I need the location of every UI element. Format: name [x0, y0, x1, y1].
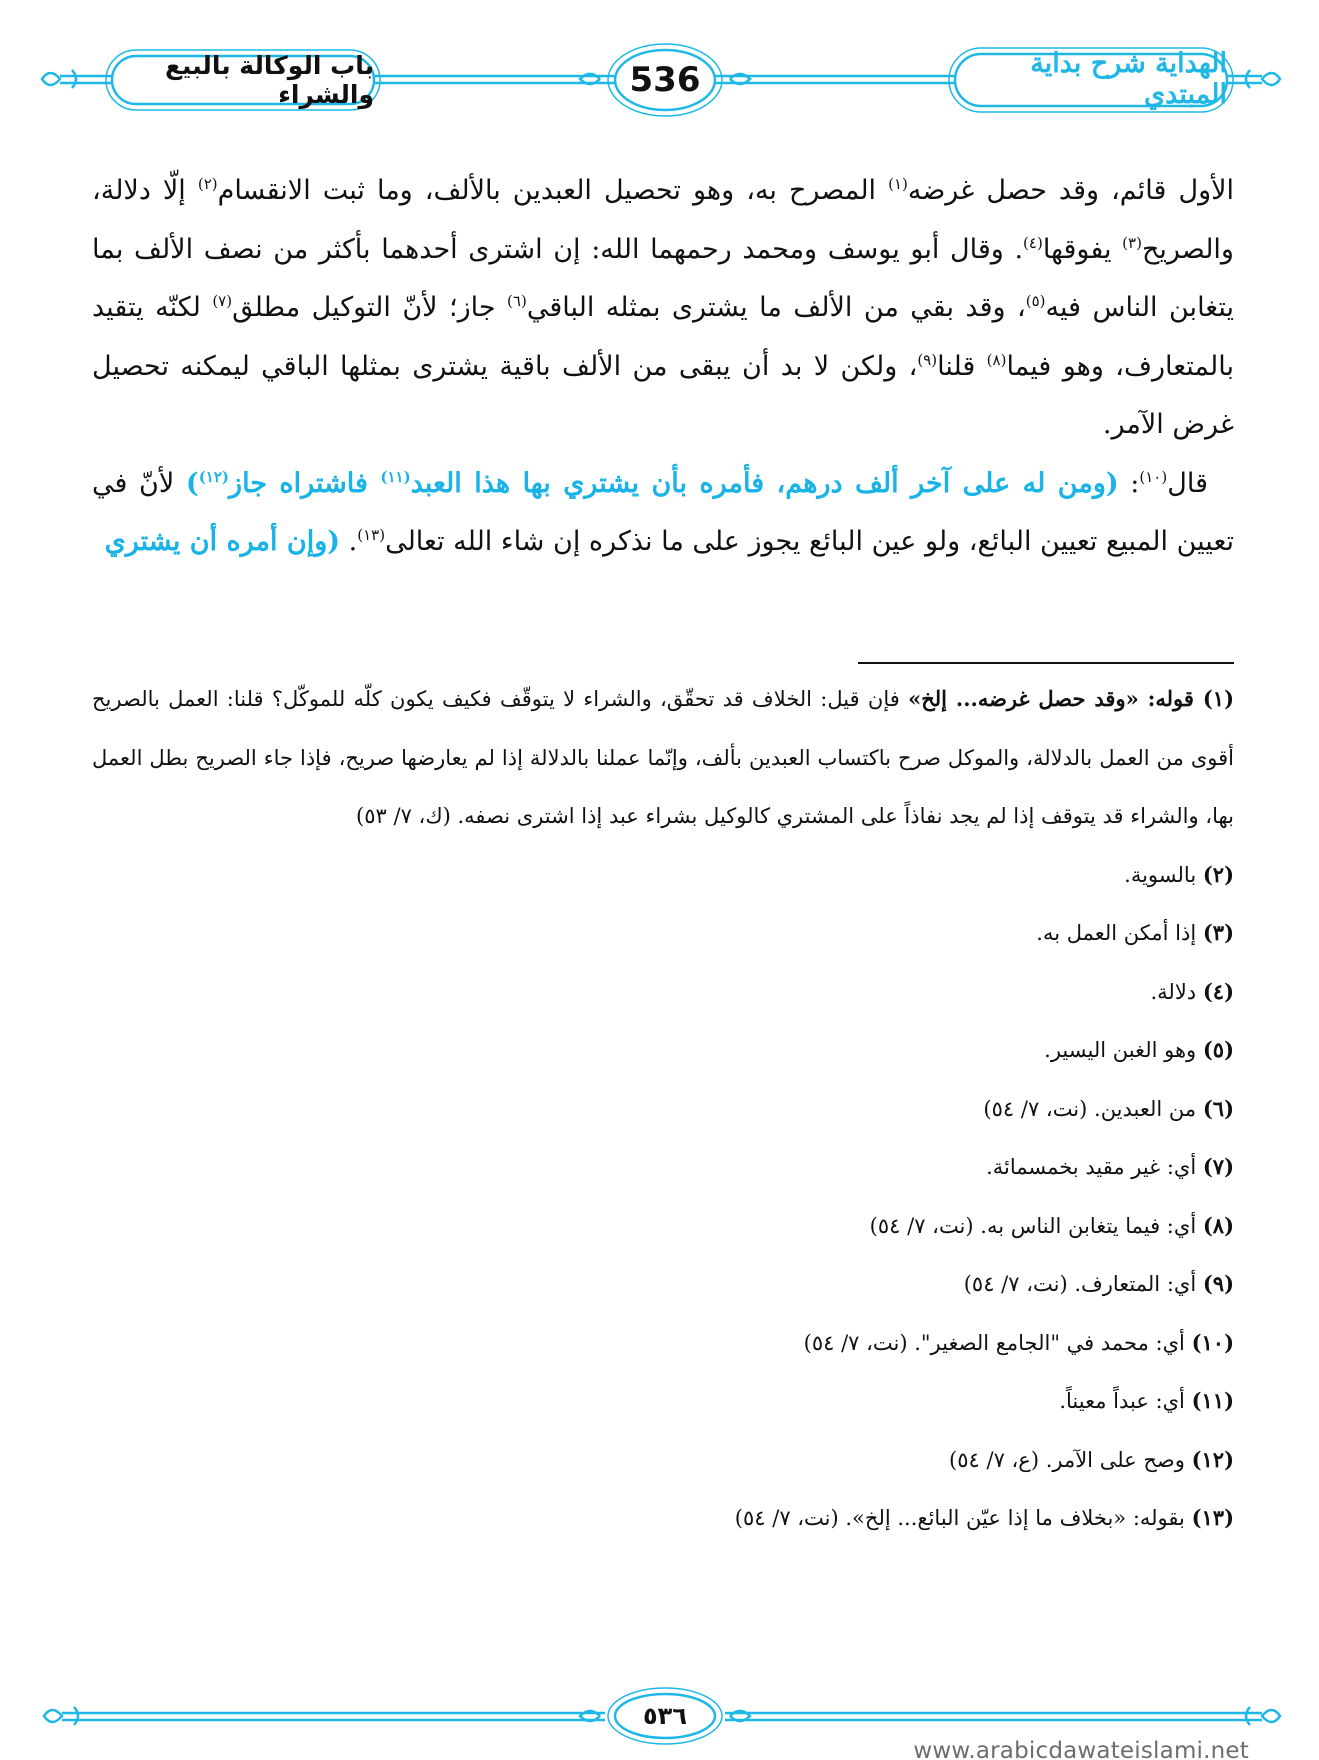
text-run: إلّا دلالة، والصريح — [92, 175, 1234, 265]
footer-page-number: ٥٣٦ — [643, 1702, 687, 1730]
footnote-6 — [92, 1080, 1234, 1139]
footnote-number: (٣) — [1202, 920, 1234, 945]
paragraph-2 — [92, 455, 1234, 572]
footnote-text: وصح على الآمر. (ع، ٧/ ٥٤) — [949, 1447, 1192, 1472]
footnote-10 — [92, 1314, 1234, 1373]
footnote-number: (١٢) — [1191, 1446, 1234, 1472]
text-run: يفوقها — [1042, 233, 1123, 265]
matn-highlight: فاشتراه جاز — [229, 467, 381, 499]
footnote-ref[interactable]: (٧) — [212, 292, 233, 310]
footnote-ref[interactable]: (١٣) — [357, 526, 386, 544]
text-run: المصرح به، وهو تحصيل العبدين بالألف، وما ثبت الانقسام — [217, 175, 889, 206]
footnote-number: (١) — [1202, 686, 1234, 711]
footnote-5 — [92, 1021, 1234, 1080]
matn-highlight: (ومن له على آخر ألف درهم، فأمره بأن يشتري بها هذا العبد — [410, 467, 1119, 499]
matn-highlight: ) — [185, 467, 199, 499]
footnote-12 — [92, 1431, 1234, 1490]
chapter-title: باب الوكالة بالبيع والشراء — [164, 51, 374, 109]
footnote-8 — [92, 1197, 1234, 1256]
footnote-text: أي: فيما يتغابن الناس به. (نت، ٧/ ٥٤) — [869, 1213, 1203, 1238]
footnote-9 — [92, 1255, 1234, 1314]
footnote-text: إذا أمكن العمل به. — [1036, 921, 1203, 945]
footnote-number: (٨) — [1202, 1212, 1234, 1238]
footnote-divider — [858, 662, 1234, 664]
watermark-url: www.arabicdawateislami.net — [913, 1738, 1249, 1760]
paragraph-1 — [92, 162, 1234, 455]
footnote-ref[interactable]: (١٢) — [198, 467, 230, 486]
footnote-4 — [92, 963, 1234, 1022]
footnote-text: دلالة. — [1150, 979, 1203, 1004]
footnote-ref[interactable]: (٨) — [986, 350, 1007, 369]
footnote-2 — [92, 846, 1234, 905]
footnote-number: (٢) — [1202, 861, 1234, 887]
text-run: ، ولكن لا بد أن يبقى من الألف باقية يشترى بمثلها الباقي ليمكنه تحصيل غرض الآمر. — [92, 350, 1234, 440]
text-run: ، وقد بقي من الألف ما يشترى بمثله الباقي — [526, 292, 1026, 323]
footnote-ref[interactable]: (٤) — [1023, 233, 1043, 252]
header-page-number: 536 — [629, 60, 701, 100]
text-run: لأنّ في تعيين المبيع تعيين البائع، ولو عين البائع يجوز على ما نذكره إن شاء الله تعالى — [92, 467, 1234, 557]
footnote-3 — [92, 904, 1234, 963]
text-run: قال — [1167, 467, 1208, 499]
footnote-text: فإن قيل: الخلاف قد تحقّق، والشراء لا يتوقّف فكيف يكون كلّه للموكّل؟ قلنا: العمل بالصريح أقوى من العمل بالدلالة، والموكل صرح باكتساب العبدين بألف، وإنّما عملنا بالدلالة إذا لم يعارضها صريح، فإذا جاء الصريح بطل العمل بها، والشراء قد يتوقف إذا لم يجد نفاذاً على المشتري كالوكيل بشراء عبد إذا اشترى نصفه. (ك، ٧/ ٥٣) — [92, 687, 1234, 828]
footnote-number: (١٠) — [1191, 1329, 1234, 1355]
footnote-11 — [92, 1372, 1234, 1431]
footnote-ref[interactable]: (٢) — [197, 175, 218, 193]
footnotes — [92, 670, 1234, 1548]
footnote-ref[interactable]: (٦) — [507, 292, 527, 310]
footnote-ref[interactable]: (١) — [888, 175, 908, 193]
footnote-text: أي: عبداً معيناً. — [1059, 1389, 1192, 1413]
footnote-ref[interactable]: (١٠) — [1139, 467, 1168, 486]
footnote-number: (٦) — [1202, 1095, 1234, 1121]
footnote-ref[interactable]: (٥) — [1025, 292, 1046, 310]
matn-highlight: (وإن أمره أن يشتري — [104, 526, 341, 557]
footnote-7 — [92, 1138, 1234, 1197]
footnote-text: أي: المتعارف. (نت، ٧/ ٥٤) — [963, 1272, 1203, 1296]
footnote-1 — [92, 670, 1234, 846]
footnote-text: وهو الغبن اليسير. — [1044, 1038, 1203, 1062]
footnote-number: (٩) — [1202, 1271, 1234, 1296]
footnote-number: (٧) — [1202, 1154, 1234, 1179]
book-title: الهداية شرح بداية المبتدي — [1030, 48, 1227, 110]
footnote-text: أي: غير مقيد بخمسمائة. — [986, 1155, 1203, 1179]
footnote-ref[interactable]: (١١) — [380, 467, 411, 486]
footnote-number: (٤) — [1202, 978, 1234, 1004]
text-run: جاز؛ لأنّ التوكيل مطلق — [232, 292, 508, 323]
footnote-text: من العبدين. (نت، ٧/ ٥٤) — [983, 1096, 1203, 1121]
footnote-text: بالسوية. — [1124, 862, 1203, 887]
footnote-number: (١٣) — [1191, 1505, 1234, 1530]
text-run: . وقال أبو يوسف ومحمد رحمهما الله: إن اشترى أحدهما بأكثر من نصف الألف بما يتغابن الناس فيه — [92, 233, 1234, 323]
footnote-number: (٥) — [1202, 1037, 1234, 1062]
page-header — [0, 0, 1319, 150]
main-text — [92, 162, 1234, 572]
text-run: : — [1118, 467, 1140, 499]
footnote-number: (١١) — [1191, 1388, 1234, 1413]
footnote-ref[interactable]: (٩) — [917, 350, 938, 369]
text-run: قلنا — [937, 350, 987, 382]
footnote-13 — [92, 1489, 1234, 1548]
footnote-ref[interactable]: (٣) — [1122, 233, 1142, 252]
footnote-text: بقوله: «بخلاف ما إذا عيّن البائع... إلخ». (نت، ٧/ ٥٤) — [734, 1506, 1192, 1530]
text-run: لكنّه يتقيد بالمتعارف، وهو فيما — [92, 292, 1234, 382]
text-run: الأول قائم، وقد حصل غرضه — [907, 175, 1235, 206]
footnote-lead: قوله: «وقد حصل غرضه... إلخ» — [908, 686, 1203, 711]
footnote-text: أي: محمد في "الجامع الصغير". (نت، ٧/ ٥٤) — [803, 1330, 1192, 1355]
text-run: . — [340, 526, 358, 557]
